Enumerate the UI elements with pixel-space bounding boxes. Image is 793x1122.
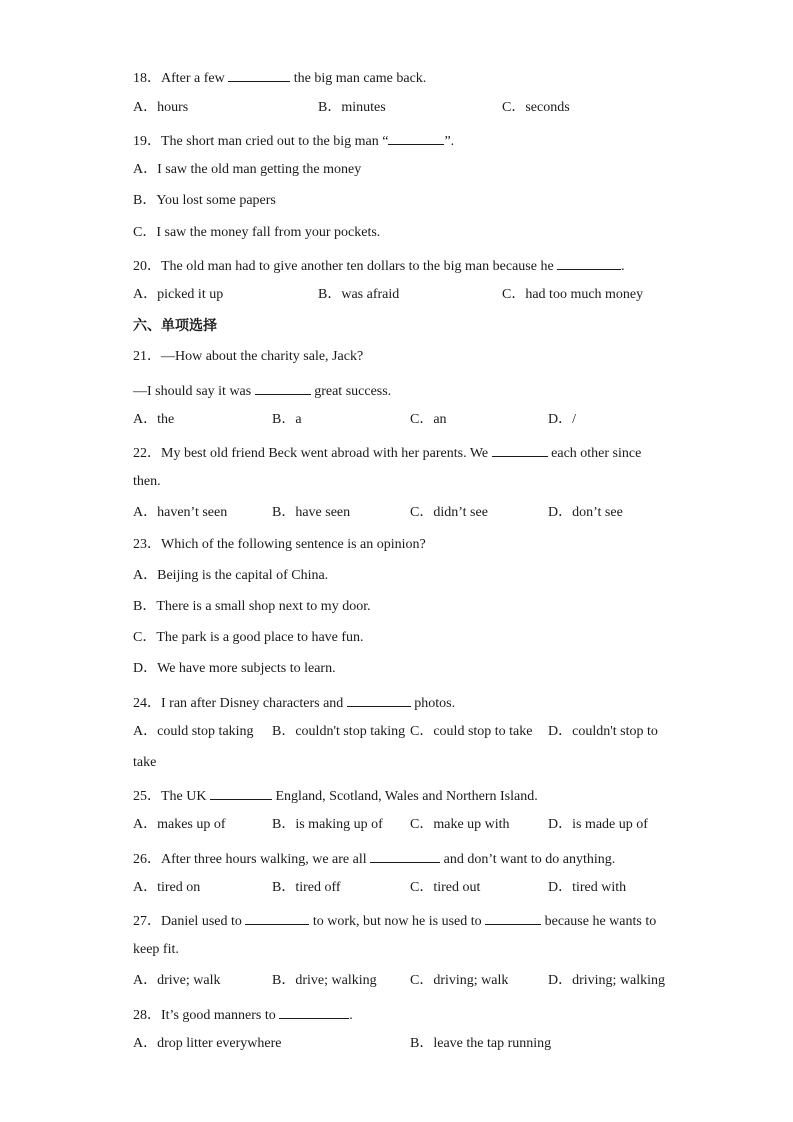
answer-blank (492, 442, 548, 457)
option-b[interactable]: B．was afraid (318, 287, 400, 302)
question-text: . (621, 259, 625, 274)
question-text: . (349, 1008, 353, 1023)
option-b[interactable]: B．tired off (272, 880, 341, 895)
option-c[interactable]: C．The park is a good place to have fun. (133, 630, 364, 645)
option-d[interactable]: D．tired with (548, 880, 627, 895)
question-26 (133, 848, 615, 869)
question-text: 26．After three hours walking, we are all (133, 852, 371, 867)
answer-blank (485, 910, 541, 925)
question-20 (133, 255, 625, 276)
option-a[interactable]: A．picked it up (133, 287, 224, 302)
option-b[interactable]: B．leave the tap running (410, 1036, 552, 1051)
answer-blank (245, 910, 309, 925)
question-text: 25．The UK (133, 789, 210, 804)
question-24 (133, 692, 455, 713)
option-d[interactable]: D．couldn't stop to (548, 724, 658, 739)
question-text: England, Scotland, Wales and Northern Island. (272, 789, 538, 804)
option-d-continued: take (133, 755, 157, 770)
answer-blank (347, 692, 411, 707)
option-a[interactable]: A．I saw the old man getting the money (133, 162, 362, 177)
answer-blank (228, 67, 290, 82)
option-a[interactable]: A．drop litter everywhere (133, 1036, 282, 1051)
option-a[interactable]: A．the (133, 412, 175, 427)
answer-blank (255, 380, 311, 395)
option-d[interactable]: D．We have more subjects to learn. (133, 661, 336, 676)
option-a[interactable]: A．hours (133, 100, 189, 115)
question-18 (133, 67, 426, 88)
option-c[interactable]: C．had too much money (502, 287, 644, 302)
question-text: great success. (310, 384, 392, 399)
option-b[interactable]: B．have seen (272, 505, 351, 520)
option-a[interactable]: A．could stop taking (133, 724, 254, 739)
question-21 (133, 380, 391, 401)
question-22-continued: then. (133, 474, 161, 489)
question-text: photos. (410, 696, 456, 711)
option-b[interactable]: B．is making up of (272, 817, 383, 832)
answer-blank (557, 255, 621, 270)
option-c[interactable]: C．I saw the money fall from your pockets. (133, 225, 381, 240)
question-text: 22．My best old friend Beck went abroad with her parents. We (133, 446, 492, 461)
question-28 (133, 1004, 353, 1025)
answer-blank (370, 848, 440, 863)
option-d[interactable]: D．is made up of (548, 817, 648, 832)
question-text: each other since (547, 446, 642, 461)
option-d[interactable]: D．don’t see (548, 505, 623, 520)
question-text: 24．I ran after Disney characters and (133, 696, 347, 711)
question-27 (133, 910, 656, 931)
question-text: —I should say it was (133, 384, 255, 399)
answer-blank (388, 130, 444, 145)
option-b[interactable]: B．a (272, 412, 302, 427)
question-text: ”. (444, 134, 455, 149)
option-d[interactable]: D．/ (548, 412, 576, 427)
option-a[interactable]: A．drive; walk (133, 973, 221, 988)
option-a[interactable]: A．tired on (133, 880, 201, 895)
question-21-prompt: 21．—How about the charity sale, Jack? (133, 349, 364, 364)
option-b[interactable]: B．minutes (318, 100, 386, 115)
option-b[interactable]: B．There is a small shop next to my door. (133, 599, 371, 614)
option-c[interactable]: C．seconds (502, 100, 570, 115)
option-a[interactable]: A．haven’t seen (133, 505, 228, 520)
option-b[interactable]: B．You lost some papers (133, 193, 276, 208)
option-c[interactable]: C．didn’t see (410, 505, 488, 520)
question-text: 20．The old man had to give another ten dollars to the big man because he (133, 259, 558, 274)
option-a[interactable]: A．makes up of (133, 817, 226, 832)
question-22 (133, 442, 641, 463)
question-text: 19．The short man cried out to the big man “ (133, 134, 389, 149)
question-text: 27．Daniel used to (133, 914, 246, 929)
question-27-continued: keep fit. (133, 942, 179, 957)
question-text: to work, but now he is used to (309, 914, 486, 929)
option-c[interactable]: C．make up with (410, 817, 510, 832)
question-text: because he wants to (541, 914, 657, 929)
question-text: the big man came back. (290, 71, 427, 86)
option-c[interactable]: C．could stop to take (410, 724, 533, 739)
question-text: and don’t want to do anything. (440, 852, 616, 867)
answer-blank (210, 785, 272, 800)
option-a[interactable]: A．Beijing is the capital of China. (133, 568, 329, 583)
question-25 (133, 785, 538, 806)
question-text: 18．After a few (133, 71, 229, 86)
option-c[interactable]: C．an (410, 412, 447, 427)
question-text: 28．It’s good manners to (133, 1008, 280, 1023)
option-c[interactable]: C．driving; walk (410, 973, 509, 988)
answer-blank (279, 1004, 349, 1019)
section-heading: 六、单项选择 (133, 318, 217, 334)
question-23: 23．Which of the following sentence is an opinion? (133, 537, 426, 552)
question-19 (133, 130, 454, 151)
option-b[interactable]: B．drive; walking (272, 973, 377, 988)
option-b[interactable]: B．couldn't stop taking (272, 724, 406, 739)
option-d[interactable]: D．driving; walking (548, 973, 666, 988)
option-c[interactable]: C．tired out (410, 880, 481, 895)
